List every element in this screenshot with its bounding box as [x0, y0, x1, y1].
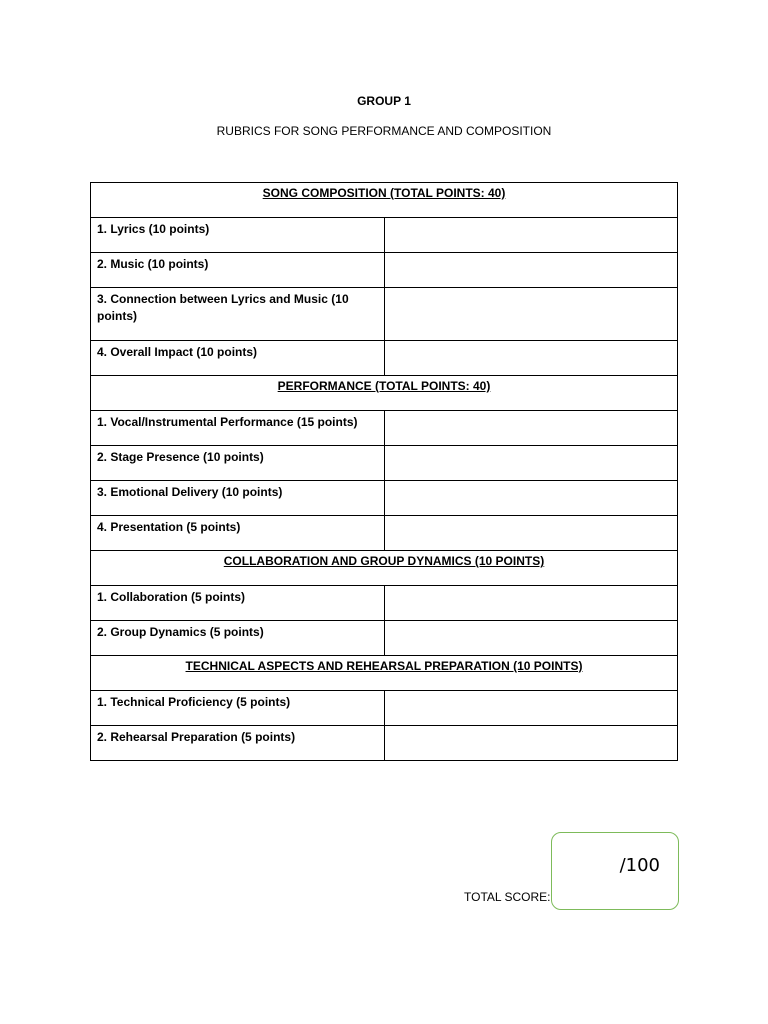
criterion-emotional-delivery: 3. Emotional Delivery (10 points) [91, 481, 385, 516]
section-title-song-composition: SONG COMPOSITION (TOTAL POINTS: 40) [91, 183, 678, 218]
score-cell-emotional-delivery[interactable] [384, 481, 678, 516]
score-cell-rehearsal-preparation[interactable] [384, 726, 678, 761]
criterion-row [91, 253, 678, 288]
criterion-row [91, 621, 678, 656]
section-title-collaboration: COLLABORATION AND GROUP DYNAMICS (10 POINTS) [91, 551, 678, 586]
criterion-vocal-instrumental: 1. Vocal/Instrumental Performance (15 points) [91, 411, 385, 446]
score-cell-presentation[interactable] [384, 516, 678, 551]
section-title-technical: TECHNICAL ASPECTS AND REHEARSAL PREPARATION (10 POINTS) [91, 656, 678, 691]
section-title-performance: PERFORMANCE (TOTAL POINTS: 40) [91, 376, 678, 411]
criterion-collaboration: 1. Collaboration (5 points) [91, 586, 385, 621]
criterion-row [91, 481, 678, 516]
criterion-row [91, 218, 678, 253]
criterion-technical-proficiency: 1. Technical Proficiency (5 points) [91, 691, 385, 726]
score-cell-vocal-instrumental[interactable] [384, 411, 678, 446]
score-cell-technical-proficiency[interactable] [384, 691, 678, 726]
criterion-stage-presence: 2. Stage Presence (10 points) [91, 446, 385, 481]
criterion-row [91, 411, 678, 446]
rubric-table [90, 182, 678, 761]
criterion-presentation: 4. Presentation (5 points) [91, 516, 385, 551]
score-cell-stage-presence[interactable] [384, 446, 678, 481]
section-header-row [91, 183, 678, 218]
score-cell-music[interactable] [384, 253, 678, 288]
total-score-label: TOTAL SCORE: [464, 890, 551, 904]
criterion-row [91, 341, 678, 376]
criterion-row [91, 586, 678, 621]
criterion-row [91, 288, 678, 341]
score-cell-group-dynamics[interactable] [384, 621, 678, 656]
total-score-box[interactable] [551, 832, 679, 910]
document-subtitle: RUBRICS FOR SONG PERFORMANCE AND COMPOSITION [216, 124, 552, 138]
criterion-music: 2. Music (10 points) [91, 253, 385, 288]
section-header-row [91, 656, 678, 691]
criterion-rehearsal-preparation: 2. Rehearsal Preparation (5 points) [91, 726, 385, 761]
criterion-row [91, 691, 678, 726]
section-header-row [91, 376, 678, 411]
section-header-row [91, 551, 678, 586]
score-cell-lyrics[interactable] [384, 218, 678, 253]
criterion-row [91, 516, 678, 551]
total-score-denominator: /100 [619, 855, 660, 876]
criterion-overall-impact: 4. Overall Impact (10 points) [91, 341, 385, 376]
criterion-group-dynamics: 2. Group Dynamics (5 points) [91, 621, 385, 656]
criterion-lyrics: 1. Lyrics (10 points) [91, 218, 385, 253]
group-title: GROUP 1 [357, 94, 411, 108]
score-cell-overall-impact[interactable] [384, 341, 678, 376]
criterion-connection: 3. Connection between Lyrics and Music (10 points) [91, 288, 385, 341]
criterion-row [91, 726, 678, 761]
score-cell-collaboration[interactable] [384, 586, 678, 621]
score-cell-connection[interactable] [384, 288, 678, 341]
criterion-row [91, 446, 678, 481]
